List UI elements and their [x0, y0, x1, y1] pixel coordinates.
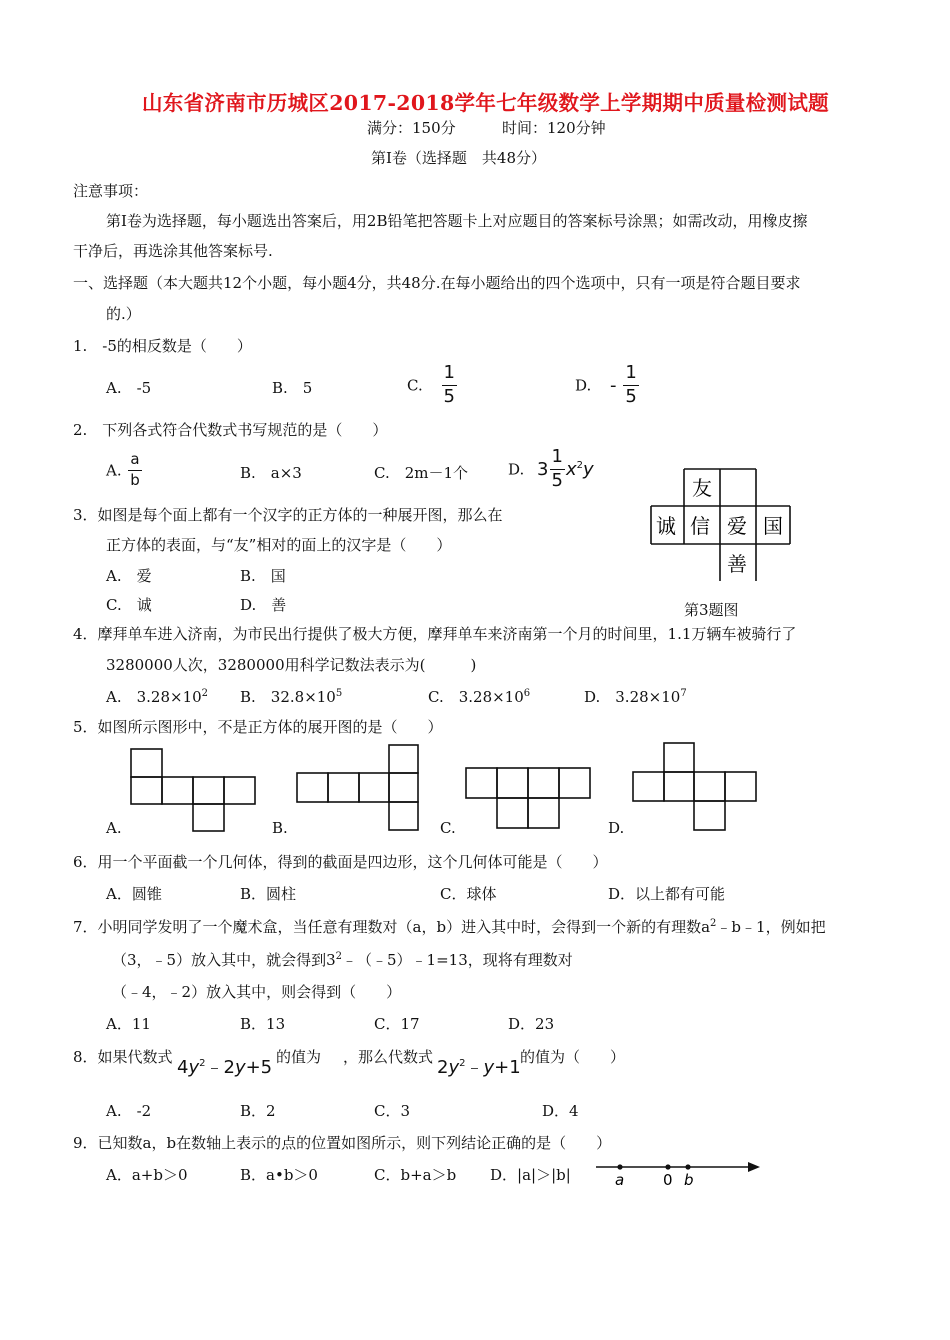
q1-option-d-fraction [623, 364, 638, 407]
fraction-denominator: 5 [551, 469, 563, 491]
q8-option-d: D．4 [542, 1102, 579, 1120]
q1-option-d [575, 364, 641, 407]
exponent: 2 [459, 1058, 466, 1069]
q5-stem: 5．如图所示图形中，不是正方体的展开图的是（ ） [73, 718, 443, 736]
q7-stem-1a: 7．小明同学发明了一个魔术盒，当任意有理数对（a，b）进入其中时，会得到一个新的有理数a [73, 918, 711, 936]
q1-stem: 1. -5的相反数是（ ） [73, 337, 252, 355]
q9-option-d: D．|a|＞|b| [490, 1166, 571, 1184]
q4-option-c [428, 686, 530, 707]
q3-stem-1: 3．如图是每个面上都有一个汉字的正方体的一种展开图，那么在 [73, 506, 503, 524]
q4-option-c-text: C. 3.28×10 [428, 688, 524, 706]
point-b [685, 1164, 690, 1169]
q8-stem-post: 的值为（ ） [520, 1048, 626, 1066]
q5-option-c: C. [440, 819, 456, 837]
var-y: y [188, 1057, 200, 1078]
q8-option-c: C．3 [374, 1102, 411, 1120]
q3-cube-net-figure [648, 466, 793, 586]
face-xin: 信 [690, 514, 710, 538]
q5-net-a [130, 748, 260, 834]
full-score: 满分：150分 [367, 119, 456, 137]
q1-option-d-sign: - [610, 374, 617, 396]
notice-line-2: 干净后，再选涂其他答案标号. [73, 242, 273, 260]
var-x: x [565, 458, 577, 480]
q4-stem-2: 3280000人次，3280000用科学记数法表示为( ) [106, 656, 477, 674]
face-you: 友 [692, 476, 712, 500]
term: +1 [494, 1057, 521, 1078]
q2-option-a-label: A. [106, 461, 122, 480]
q1-option-c [407, 364, 459, 407]
q6-stem: 6．用一个平面截一个几何体，得到的截面是四边形，这个几何体可能是（ ） [73, 853, 608, 871]
q2-option-d-label: D. [508, 460, 525, 479]
q8-expression-1 [177, 1053, 272, 1079]
q3-option-d: D. 善 [240, 596, 287, 614]
exponent: 6 [523, 688, 531, 699]
var-y: y [234, 1057, 246, 1078]
exponent: 2 [335, 951, 343, 962]
fraction-denominator: 5 [625, 385, 637, 407]
q4-option-d [584, 686, 687, 707]
term: ﹣ [465, 1057, 484, 1078]
fraction-numerator: 1 [442, 364, 457, 386]
section-line-2: 的.） [106, 305, 141, 323]
q8-expression-2 [437, 1053, 521, 1079]
label-a: a [615, 1171, 625, 1189]
page-title: 山东省济南市历城区2017-2018学年七年级数学上学期期中质量检测试题 [142, 91, 829, 115]
q2-option-d-whole: 3 [537, 458, 549, 480]
exponent: 7 [680, 688, 687, 699]
label-b: b [684, 1171, 694, 1189]
q5-option-b: B. [272, 819, 288, 837]
q1-option-d-label: D. [575, 376, 592, 395]
q9-option-a: A．a+b＞0 [106, 1166, 188, 1184]
q3-option-a: A. 爱 [106, 567, 152, 585]
face-guo: 国 [763, 514, 783, 538]
exponent: 2 [199, 1058, 206, 1069]
q8-stem-pre: 8．如果代数式 [73, 1048, 173, 1066]
q2-option-d [508, 448, 594, 491]
part-heading: 第Ⅰ卷（选择题 共48分） [371, 149, 547, 167]
q6-option-d: D．以上都有可能 [608, 885, 726, 903]
coefficient: 2 [437, 1057, 449, 1078]
notice-heading: 注意事项： [73, 182, 149, 200]
q7-stem-1b: ﹣b﹣1，例如把 [716, 918, 826, 936]
var-y: y [483, 1057, 495, 1078]
q7-option-b: B．13 [240, 1015, 286, 1033]
q7-option-a: A．11 [106, 1015, 151, 1033]
q8-option-a: A. -2 [106, 1102, 152, 1120]
fraction-numerator: a [128, 452, 141, 471]
q7-option-d: D．23 [508, 1015, 555, 1033]
q4-option-b [240, 686, 342, 707]
label-zero: 0 [663, 1171, 673, 1189]
q8-stem-mid-2: ，那么代数式 [343, 1048, 434, 1066]
q4-option-d-text: D. 3.28×10 [584, 688, 681, 706]
exponent: 2 [576, 459, 583, 471]
q2-option-c: C. 2m－1个 [374, 464, 469, 482]
face-cheng: 诚 [656, 514, 676, 538]
section-line-1: 一、选择题（本大题共12个小题，每小题4分，共48分.在每小题给出的四个选项中，只有一项是符合题目要求 [73, 274, 801, 292]
q2-option-d-fraction [550, 448, 565, 491]
exponent: 5 [335, 688, 343, 699]
q2-option-b: B. a×3 [240, 464, 302, 482]
face-shan: 善 [727, 552, 747, 576]
point-a [617, 1164, 622, 1169]
q7-option-c: C．17 [374, 1015, 420, 1033]
var-y: y [448, 1057, 460, 1078]
q8-stem-mid: 的值为 [276, 1048, 322, 1066]
q5-option-d: D. [608, 819, 625, 837]
face-ai: 爱 [727, 514, 747, 538]
q1-option-c-fraction [442, 364, 457, 407]
q3-option-c: C. 诚 [106, 596, 152, 614]
q7-stem-2 [112, 949, 573, 970]
q6-option-b: B．圆柱 [240, 885, 297, 903]
exponent: 2 [201, 688, 209, 699]
var-y: y [582, 458, 594, 480]
q5-net-c [465, 767, 595, 832]
q1-option-b: B. 5 [272, 379, 313, 397]
q5-net-d [632, 742, 762, 834]
q7-stem-1 [73, 916, 826, 937]
q6-option-c: C．球体 [440, 885, 497, 903]
fraction-numerator: 1 [550, 448, 565, 470]
q4-option-a-text: A. 3.28×10 [106, 688, 202, 706]
fraction-denominator: b [130, 470, 140, 489]
term: +5 [245, 1057, 273, 1078]
q5-net-b [296, 744, 421, 834]
q2-option-a [106, 452, 144, 489]
exam-time: 时间：120分钟 [502, 119, 606, 137]
q5-option-a: A. [106, 819, 122, 837]
q9-option-b: B．a•b＞0 [240, 1166, 318, 1184]
q7-stem-3: （﹣4，﹣2）放入其中，则会得到（ ） [112, 983, 402, 1001]
exponent: 2 [710, 918, 717, 929]
fraction-numerator: 1 [623, 364, 638, 386]
q9-option-c: C．b+a＞b [374, 1166, 457, 1184]
q3-figure-caption: 第3题图 [684, 601, 739, 619]
notice-line-1: 第Ⅰ卷为选择题，每小题选出答案后，用2B铅笔把答题卡上对应题目的答案标号涂黑；如需改动，用橡皮擦 [106, 212, 808, 230]
coefficient: 4 [177, 1057, 189, 1078]
q3-stem-2: 正方体的表面，与“友”相对的面上的汉字是（ ） [106, 536, 452, 554]
q4-option-b-text: B. 32.8×10 [240, 688, 336, 706]
q7-stem-2a: （3，﹣5）放入其中，就会得到3 [112, 951, 336, 969]
q8-option-b: B．2 [240, 1102, 276, 1120]
q2-stem: 2. 下列各式符合代数式书写规范的是（ ） [73, 421, 388, 439]
q4-option-a [106, 686, 208, 707]
q2-option-a-fraction [128, 452, 141, 489]
q1-option-a: A. -5 [106, 379, 152, 397]
fraction-denominator: 5 [443, 385, 455, 407]
q7-stem-2b: ﹣（﹣5）﹣1=13，现将有理数对 [342, 951, 573, 969]
q1-option-c-label: C. [407, 376, 423, 395]
q3-option-b: B. 国 [240, 567, 286, 585]
q6-option-a: A．圆锥 [106, 885, 162, 903]
q4-stem-1: 4．摩拜单车进入济南，为市民出行提供了极大方便，摩拜单车来济南第一个月的时间里，1.1万辆车被骑行了 [73, 625, 797, 643]
q9-stem: 9．已知数a，b在数轴上表示的点的位置如图所示，则下列结论正确的是（ ） [73, 1134, 612, 1152]
q9-number-line [594, 1157, 764, 1191]
term: ﹣2 [205, 1057, 235, 1078]
point-zero [665, 1164, 670, 1169]
